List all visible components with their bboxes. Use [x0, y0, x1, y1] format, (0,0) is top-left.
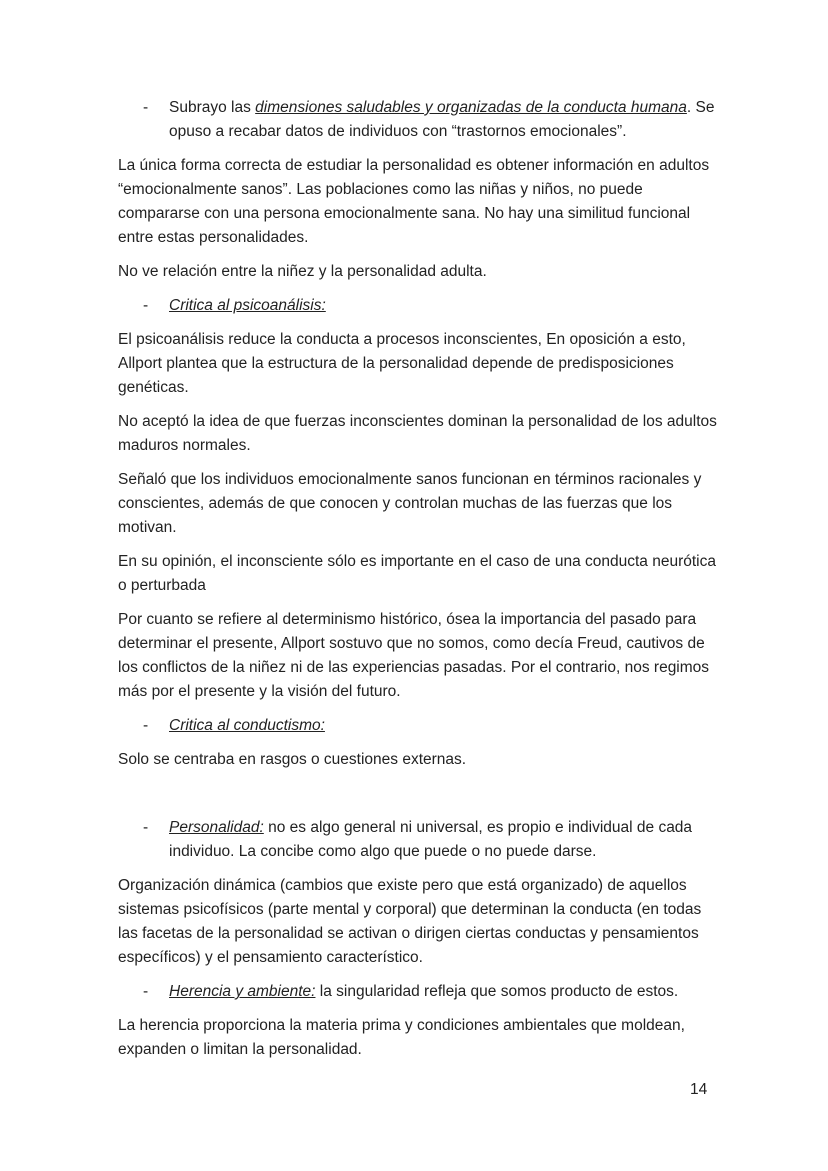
bullet-critica-conductismo	[118, 714, 718, 738]
bullet-marker: -	[143, 297, 149, 314]
bullet-text: . Se opuso a recabar datos de individuos con “trastornos emocionales”.	[169, 99, 715, 140]
page-body	[118, 96, 718, 1072]
paragraph: No ve relación entre la niñez y la personalidad adulta.	[118, 263, 487, 280]
paragraph: La herencia proporciona la materia prima y condiciones ambientales que moldean, expanden o limitan la personalidad.	[118, 1017, 685, 1058]
bullet-marker: -	[143, 99, 149, 116]
paragraph: Señaló que los individuos emocionalmente sanos funcionan en términos racionales y conscientes, además de que conocen y controlan muchas de las fuerzas que los motivan.	[118, 471, 702, 536]
paragraph: Organización dinámica (cambios que existe pero que está organizado) de aquellos sistemas psicofísicos (parte mental y corporal) que determinan la conducta (en todas las facetas de la personalidad se activan o dirigen ciertas conductas y pensamientos específicos) y el pensamiento característico.	[118, 877, 702, 966]
blank-space	[118, 782, 718, 816]
paragraph: Por cuanto se refiere al determinismo histórico, ósea la importancia del pasado para determinar el presente, Allport sostuvo que no somos, como decía Freud, cautivos de los conflictos de la niñez ni de las experiencias pasadas. Por el contrario, nos regimos más por el presente y la visión del futuro.	[118, 611, 710, 700]
bullet-marker: -	[143, 819, 149, 836]
paragraph: En su opinión, el inconsciente sólo es importante en el caso de una conducta neurótica o perturbada	[118, 553, 716, 594]
bullet-text-prefix: Subrayo las	[169, 99, 256, 116]
bullet-conducta-humana	[118, 96, 718, 144]
bullet-emphasis: Critica al psicoanálisis:	[169, 297, 326, 314]
bullet-personalidad	[118, 816, 718, 864]
bullet-marker: -	[143, 983, 149, 1000]
bullet-emphasis: Herencia y ambiente:	[169, 983, 316, 1000]
bullet-herencia-ambiente	[118, 980, 718, 1004]
paragraph: El psicoanálisis reduce la conducta a procesos inconscientes, En oposición a esto, Allport plantea que la estructura de la personalidad depende de predisposiciones genéticas.	[118, 331, 686, 396]
bullet-text: no es algo general ni universal, es propio e individual de cada individuo. La concibe como algo que puede o no puede darse.	[169, 819, 693, 860]
bullet-emphasis: Personalidad:	[169, 819, 264, 836]
paragraph: No aceptó la idea de que fuerzas inconscientes dominan la personalidad de los adultos maduros normales.	[118, 413, 717, 454]
bullet-text: la singularidad refleja que somos producto de estos.	[315, 983, 679, 1000]
bullet-emphasis: dimensiones saludables y organizadas de la conducta humana	[255, 99, 687, 116]
bullet-marker: -	[143, 717, 149, 734]
page-number: 14	[690, 1081, 708, 1098]
bullet-critica-psicoanalisis	[118, 294, 718, 318]
paragraph: La única forma correcta de estudiar la personalidad es obtener información en adultos “emocionalmente sanos”. Las poblaciones como las niñas y niños, no puede compararse con una persona emocionalmente sana. No hay una similitud funcional entre estas personalidades.	[118, 157, 710, 246]
bullet-emphasis: Critica al conductismo:	[169, 717, 325, 734]
paragraph: Solo se centraba en rasgos o cuestiones externas.	[118, 751, 467, 768]
